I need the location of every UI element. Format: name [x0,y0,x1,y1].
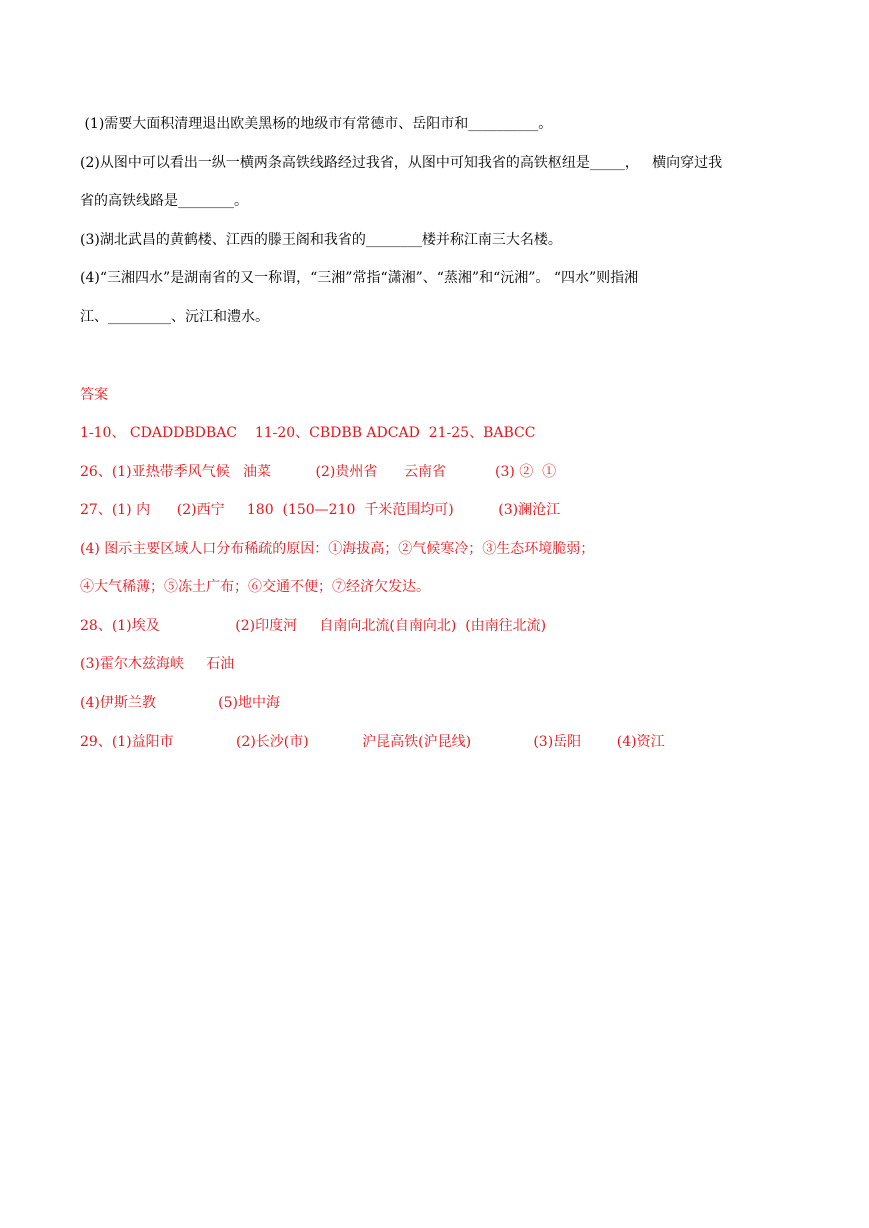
question-2-line-2: 省的高铁线路是________。 [80,193,248,209]
answer-29: 29、(1)益阳市 (2)长沙(市) 沪昆高铁(沪昆线) (3)岳阳 (4)资江 [80,734,665,750]
question-1: (1)需要大面积清理退出欧美黑杨的地级市有常德市、岳阳市和__________。 [80,116,553,132]
answer-1-25: 1-10、 CDADDBDBAC 11-20、CBDBB ADCAD 21-25、BABCC [80,425,536,441]
answer-26: 26、(1)亚热带季风气候 油菜 (2)贵州省 云南省 (3) ② ① [80,464,557,480]
answer-28-line-3: (4)伊斯兰教 (5)地中海 [80,695,280,711]
answer-27-4-line-2: ④大气稀薄；⑤冻土广布；⑥交通不便；⑦经济欠发达。 [80,579,430,595]
answer-28-line-1: 28、(1)埃及 (2)印度河 自南向北流(自南向北) (由南往北流) [80,618,547,634]
question-3: (3)湖北武昌的黄鹤楼、江西的滕王阁和我省的________楼并称江南三大名楼。 [80,232,562,248]
question-4-line-1: (4)“三湘四水”是湖南省的又一称谓，“三湘”常指“潇湘”、“蒸湘”和“沅湘”。 “四水”则指湘 [80,270,639,286]
answer-28-line-2: (3)霍尔木兹海峡 石油 [80,656,235,672]
question-4-line-2: 江、_________、沅江和澧水。 [80,309,269,325]
answers-heading: 答案 [80,387,108,403]
question-2-line-1: (2)从图中可以看出一纵一横两条高铁线路经过我省，从图中可知我省的高铁枢纽是_____， 横向穿过我 [80,155,723,171]
answer-27: 27、(1) 内 (2)西宁 180 (150—210 千米范围均可) (3)澜沧江 [80,502,561,518]
answer-27-4-line-1: (4) 图示主要区域人口分布稀疏的原因：①海拔高；②气候寒冷；③生态环境脆弱； [80,541,595,557]
